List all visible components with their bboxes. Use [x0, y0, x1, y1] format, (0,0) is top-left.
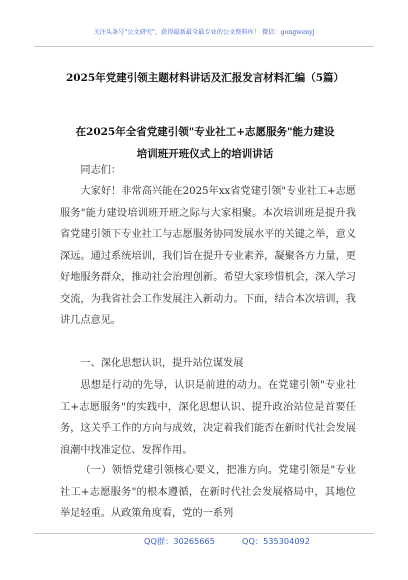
paragraph-party-building: （一）领悟党建引领核心要义，把准方向。党建引领是"专业社工+志愿服务"的根本遵循，在新时代社会发展格局中，其地位举足轻重。从政策角度看，党的一系列: [60, 465, 356, 519]
header-banner-text: 关注头条号"公文研究"，获得最新最全最专业的公文资料库！ 微信：gongwenyj: [93, 29, 315, 36]
footer-qq: QQ：535304092: [242, 536, 310, 546]
paragraph-opening: 大家好！非常高兴能在2025年xx省党建引领"专业社工+志愿服务"能力建设培训班开班之际与大家相聚。本次培训班是提升我省党建引领下专业社工与志愿服务协同发展水平的关键之举，意义深远。通过系统培训，我们旨在提升专业素养，凝聚各方力量，更好地服务群众，推动社会治理创新。希望大家珍惜机会，深入学习交流，为我省社会工作发展注入新动力。下面，结合本次培训，我讲几点意见。: [60, 186, 356, 326]
header-banner: [34, 28, 374, 47]
speech-title-line-1: 在2025年全省党建引领"专业社工+志愿服务"能力建设: [75, 126, 335, 138]
paragraph-thinking: 思想是行动的先导，认识是前进的动力。在党建引领"专业社工+志愿服务"的实践中，深化思想认识、提升政治站位是首要任务，这关乎工作的方向与成效，决定着我们能否在新时代社会发展浪潮中找准定位、发挥作用。: [60, 380, 356, 456]
speech-title: [40, 121, 370, 165]
footer-bar: [34, 533, 374, 548]
footer-qq-group: QQ群：30265665: [144, 536, 215, 546]
salutation: 同志们：: [80, 165, 122, 176]
speech-title-line-2: 培训班开班仪式上的培训讲话: [136, 148, 274, 160]
section-heading-1: 一、深化思想认识，提升站位谋发展: [80, 358, 244, 369]
document-title: 2025年党建引领主题材料讲话及汇报发言材料汇编（5篇）: [65, 72, 345, 84]
